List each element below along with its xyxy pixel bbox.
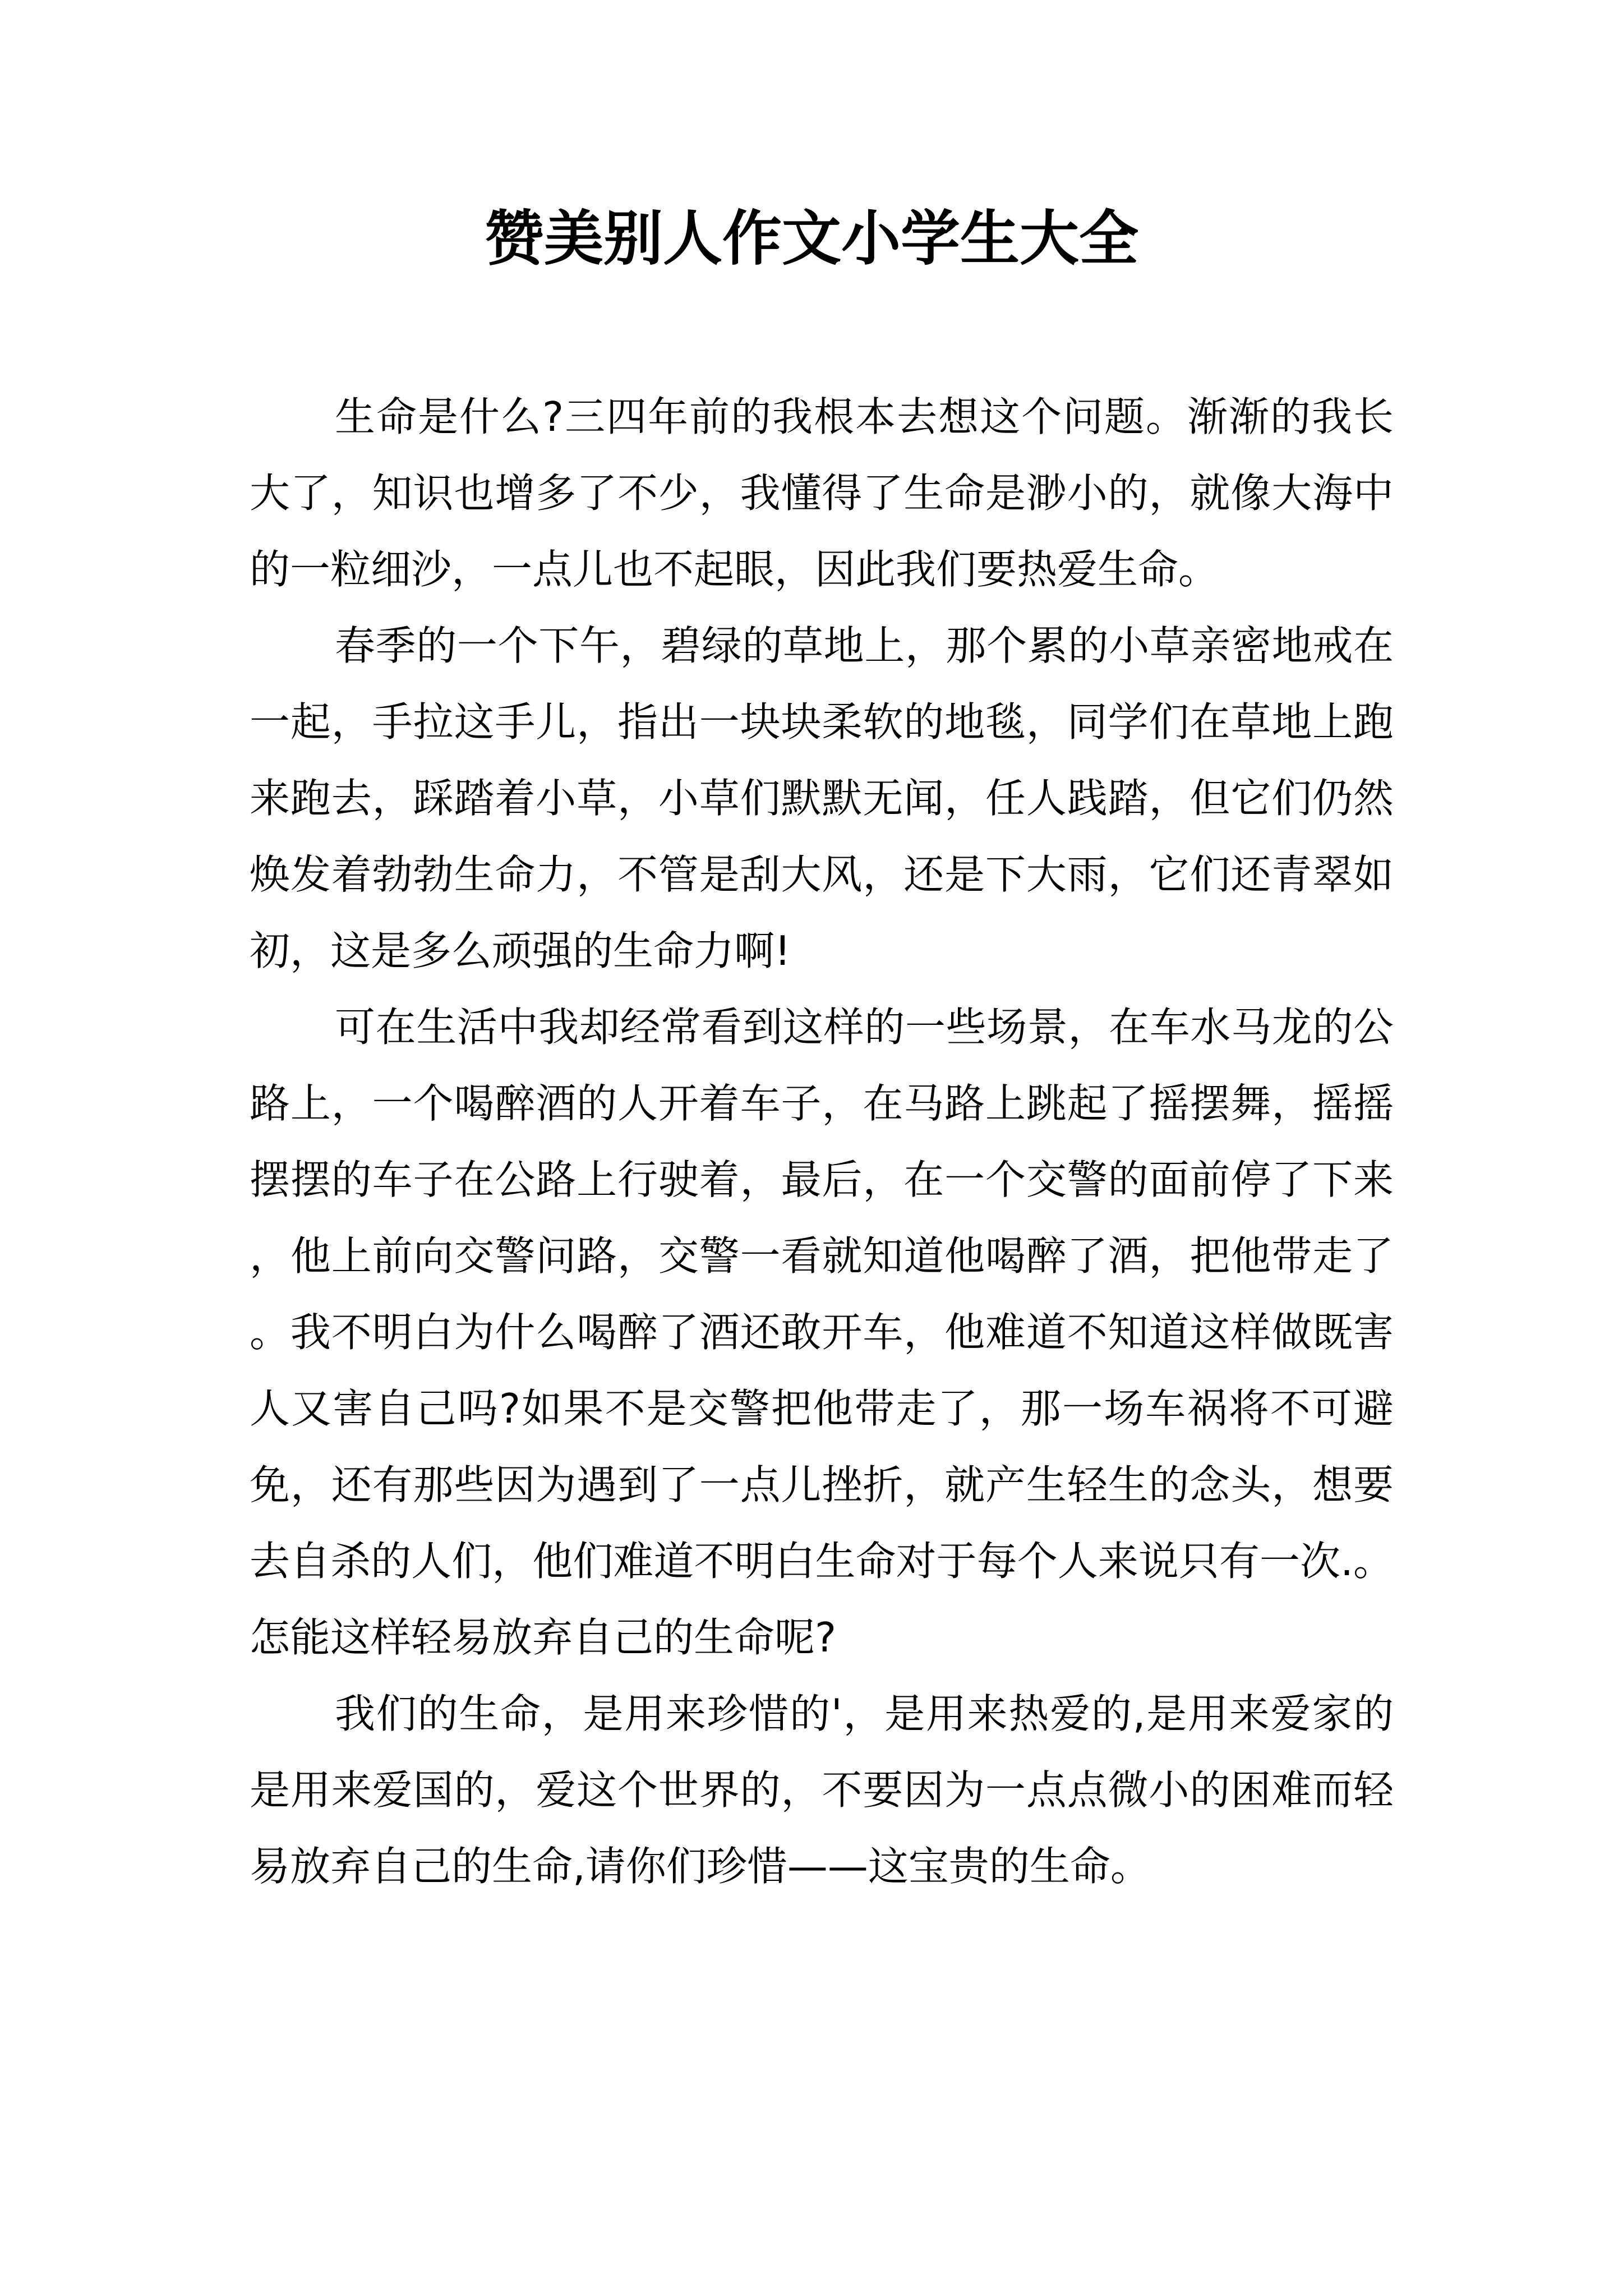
paragraph-2: 春季的一个下午，碧绿的草地上，那个累的小草亲密地戒在一起，手拉这手儿，指出一块块柔软的地毯，同学们在草地上跑来跑去，踩踏着小草，小草们默默无闻，任人践踏，但它们仍然焕发着勃勃生命力，不管是刮大风，还是下大雨，它们还青翠如初，这是多么顽强的生命力啊! xyxy=(250,622,1394,974)
paragraph-1: 生命是什么?三四年前的我根本去想这个问题。渐渐的我长大了，知识也增多了不少，我懂得了生命是渺小的，就像大海中的一粒细沙，一点儿也不起眼，因此我们要热爱生命。 xyxy=(250,393,1394,593)
paragraph-4: 我们的生命，是用来珍惜的'，是用来热爱的,是用来爱家的是用来爱国的，爱这个世界的，不要因为一点点微小的困难而轻易放弃自己的生命,请你们珍惜——这宝贵的生命。 xyxy=(250,1690,1394,1890)
paragraph-3: 可在生活中我却经常看到这样的一些场景，在车水马龙的公路上，一个喝醉酒的人开着车子，在马路上跳起了摇摆舞，摇摇摆摆的车子在公路上行驶着，最后，在一个交警的面前停了下来，他上前向交警问路，交警一看就知道他喝醉了酒，把他带走了。我不明白为什么喝醉了酒还敢开车，他难道不知道这样做既害人又害自己吗?如果不是交警把他带走了，那一场车祸将不可避免，还有那些因为遇到了一点儿挫折，就产生轻生的念头，想要去自杀的人们，他们难道不明白生命对于每个人来说只有一次.。怎能这样轻易放弃自己的生命呢? xyxy=(250,1004,1394,1661)
document-body xyxy=(250,379,1394,1904)
document-title: 赞美别人作文小学生大全 xyxy=(485,203,1138,273)
